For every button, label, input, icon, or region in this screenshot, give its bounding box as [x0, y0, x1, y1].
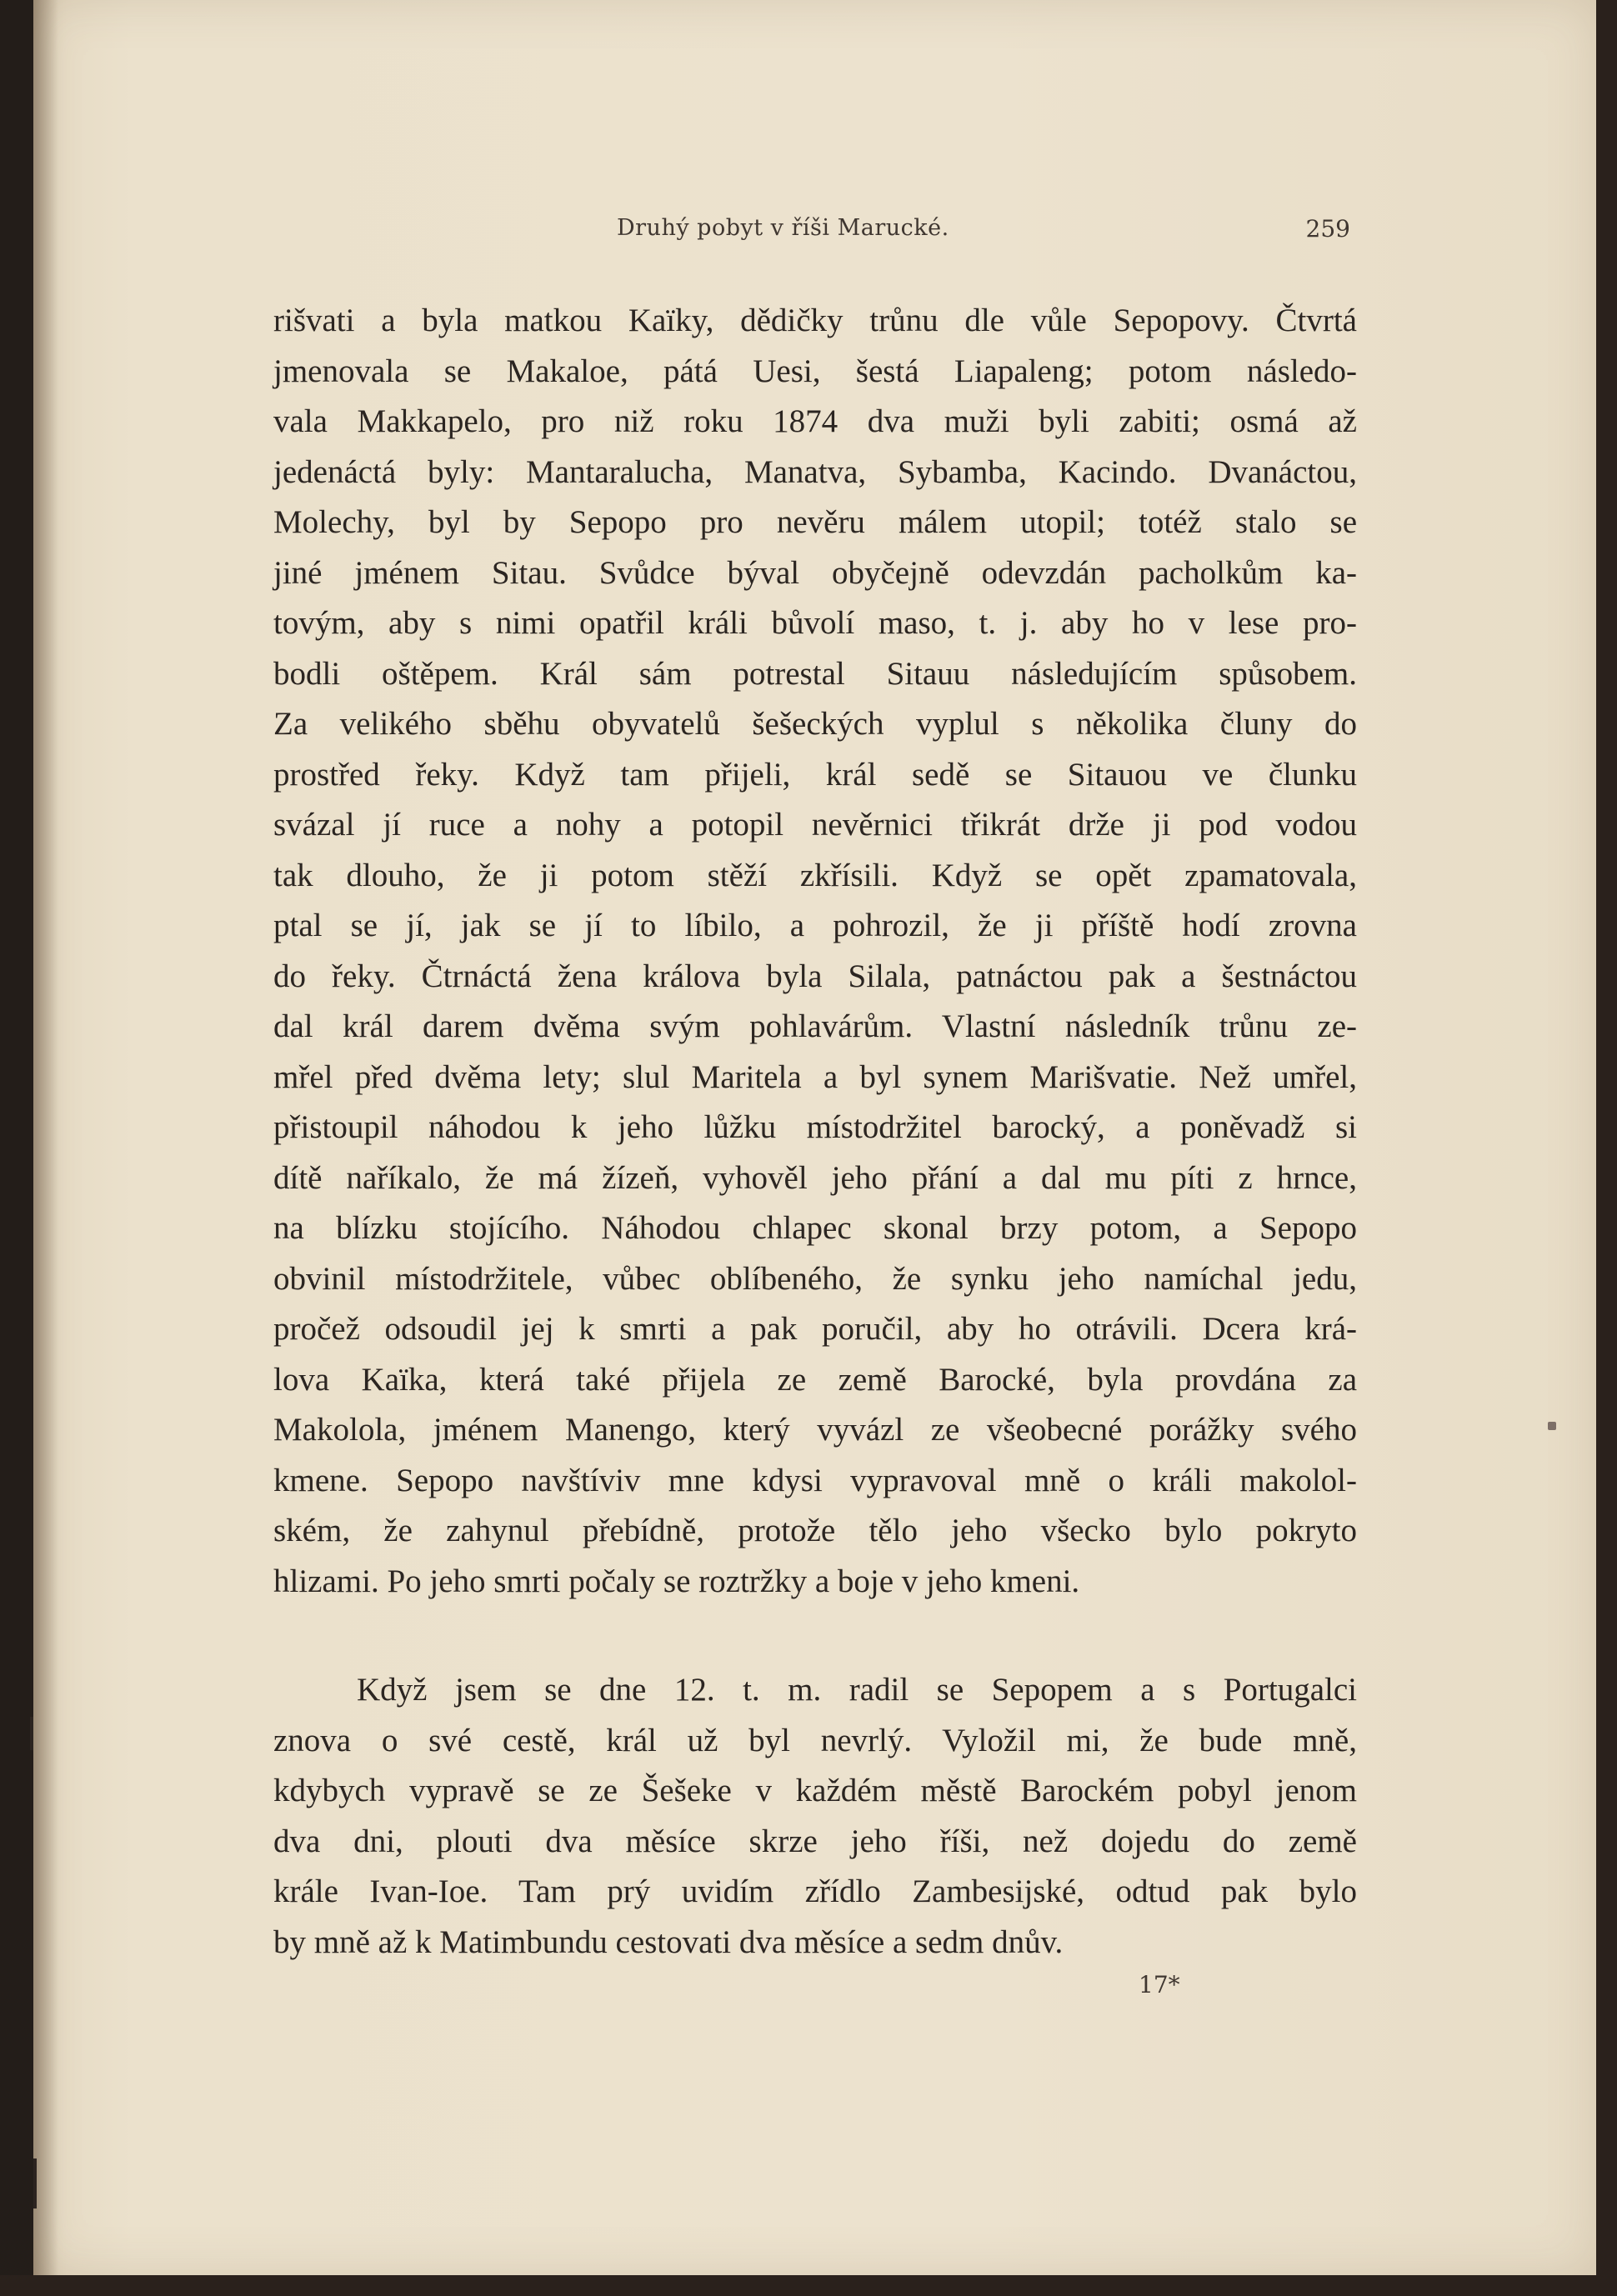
text-line: svázal jí ruce a nohy a potopil nevěrnici třikrát drže ji pod vodou [273, 807, 1357, 843]
text-line: jmenovala se Makaloe, pátá Uesi, šestá Liapaleng; potom následo- [273, 353, 1357, 389]
text-line: kmene. Sepopo navštíviv mne kdysi vypravoval mně o králi makolol- [273, 1462, 1357, 1498]
running-title: Druhý pobyt v říši Marucké. [617, 215, 949, 241]
text-line: Makolola, jménem Manengo, který vyvázl ze všeobecné porážky svého [273, 1412, 1357, 1448]
text-line: mřel před dvěma lety; slul Maritela a byl synem Marišvatie. Než umřel, [273, 1058, 1357, 1095]
body-text [273, 296, 1357, 1968]
text-line: lova Kaïka, která také přijela ze země Barocké, byla provdána za [273, 1361, 1357, 1398]
text-line: dal král darem dvěma svým pohlavárům. Vlastní následník trůnu ze- [273, 1008, 1357, 1044]
page-number: 259 [1305, 215, 1350, 243]
text-line: dva dni, plouti dva měsíce skrze jeho říši, než dojedu do země [273, 1823, 1357, 1859]
text-line: rišvati a byla matkou Kaïky, dědičky trůnu dle vůle Sepopovy. Čtvrtá [273, 303, 1357, 338]
text-line: krále Ivan-Ioe. Tam prý uvidím zřídlo Zambesijské, odtud pak bylo [273, 1873, 1357, 1909]
margin-mark [30, 1717, 33, 1750]
text-line: kdybych vypravě se ze Šešeke v každém městě Barockém pobyl jenom [273, 1773, 1357, 1808]
text-line: obvinil místodržitele, vůbec oblíbeného, že synku jeho namíchal jedu, [273, 1260, 1357, 1297]
text-line: Když jsem se dne 12. t. m. radil se Sepopem a s Portugalci [357, 1672, 1357, 1708]
text-line: tak dlouho, že ji potom stěží zkřísili. Když se opět zpamatovala, [273, 857, 1357, 893]
text-line: vala Makkapelo, pro niž roku 1874 dva muži byli zabiti; osmá až [273, 403, 1357, 439]
paragraph-gap [273, 1607, 1357, 1665]
text-line: Za velikého sběhu obyvatelů šešeckých vyplul s několika čluny do [273, 706, 1357, 742]
text-line: hlizami. Po jeho smrti počaly se roztržky a boje v jeho kmeni. [273, 1563, 1080, 1599]
text-line: dítě naříkalo, že má žízeň, vyhověl jeho přání a dal mu píti z hrnce, [273, 1159, 1357, 1196]
running-header [275, 215, 1350, 248]
text-line: bodli oštěpem. Král sám potrestal Sitauu následujícím spůsobem. [273, 655, 1357, 692]
text-line: na blízku stojícího. Náhodou chlapec skonal brzy potom, a Sepopo [273, 1210, 1357, 1246]
text-line: do řeky. Čtrnáctá žena králova byla Silala, patnáctou pak a šestnáctou [273, 958, 1357, 994]
text-line: přistoupil náhodou k jeho lůžku místodržitel barocký, a poněvadž si [273, 1109, 1357, 1145]
text-line: pročež odsoudil jej k smrti a pak poručil, aby ho otrávili. Dcera krá- [273, 1311, 1357, 1347]
margin-dot [1548, 1422, 1556, 1430]
text-line: jedenáctá byly: Mantaralucha, Manatva, Sybamba, Kacindo. Dvanáctou, [273, 453, 1357, 490]
text-line: jiné jménem Sitau. Svůdce býval obyčejně odevzdán pacholkům ka- [273, 554, 1357, 591]
margin-mark [33, 2158, 37, 2208]
text-line: tovým, aby s nimi opatřil králi bůvolí maso, t. j. aby ho v lese pro- [273, 605, 1357, 641]
text-line: prostřed řeky. Když tam přijeli, král sedě se Sitauou ve člunku [273, 756, 1357, 793]
text-line: Molechy, byl by Sepopo pro nevěru málem utopil; totéž stalo se [273, 504, 1357, 540]
page-gutter-shadow [33, 0, 58, 2275]
text-line: ptal se jí, jak se jí to líbilo, a pohrozil, že ji příště hodí zrovna [273, 908, 1357, 943]
paragraph-2 [273, 1665, 1357, 1968]
text-line: znova o své cestě, král už byl nevrlý. Vyložil mi, že bude mně, [273, 1722, 1357, 1758]
scan-edge-right [1596, 0, 1617, 2296]
text-line: by mně až k Matimbundu cestovati dva měsíce a sedm dnův. [273, 1923, 1064, 1960]
text-line: ském, že zahynul přebídně, protože tělo jeho všecko bylo pokryto [273, 1513, 1357, 1548]
scan-edge-bottom [0, 2275, 1617, 2296]
paragraph-1 [273, 296, 1357, 1607]
signature-mark: 17* [1139, 1971, 1180, 1998]
